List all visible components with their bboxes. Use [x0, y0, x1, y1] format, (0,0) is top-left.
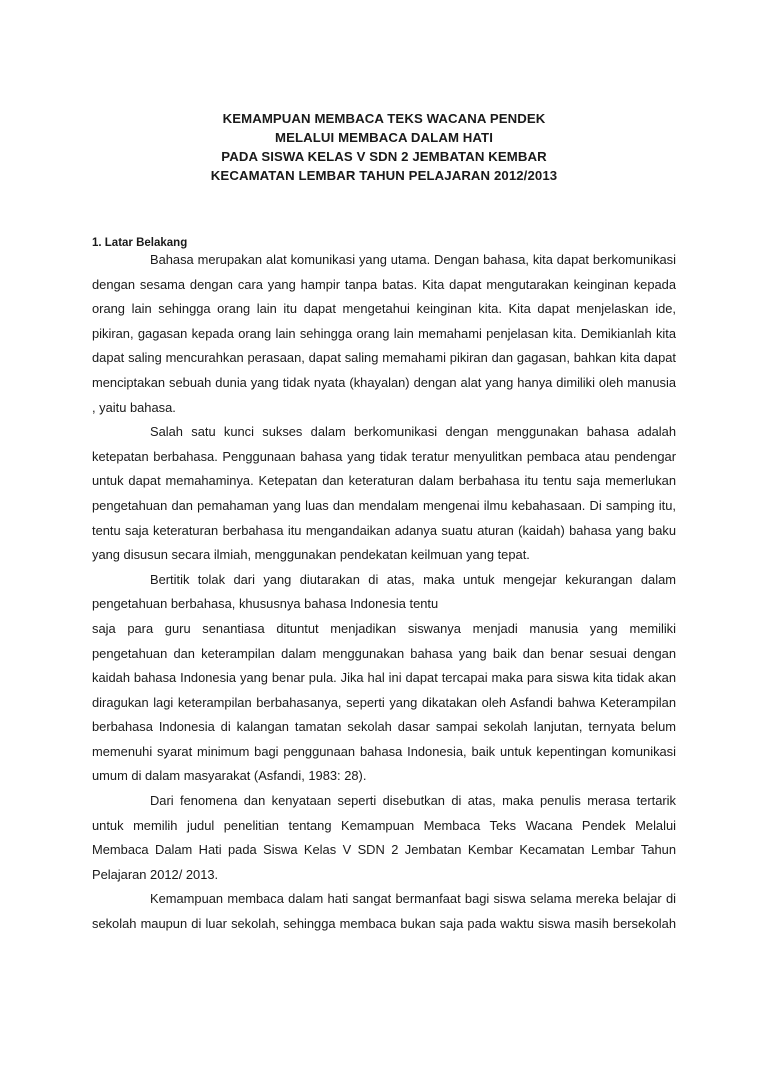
title-line: PADA SISWA KELAS V SDN 2 JEMBATAN KEMBAR	[221, 149, 547, 164]
paragraph-line: sekolah maupun di luar sekolah, sehingga membaca bukan saja pada waktu siswa masih bersekolah	[92, 916, 676, 932]
paragraph-line: pikiran, gagasan kepada orang lain sehingga orang lain memahami penjelasan kita. Demikianlah kita	[92, 325, 676, 341]
paragraph-line: saja para guru senantiasa dituntut menjadikan siswanya menjadi manusia yang memiliki	[92, 620, 676, 636]
paragraph-line: Dari fenomena dan kenyataan seperti disebutkan di atas, maka penulis merasa tertarik	[150, 793, 676, 809]
body-text	[92, 248, 676, 937]
paragraph-line: , yaitu bahasa.	[92, 399, 176, 415]
paragraph-line: dengan sesama dengan cara yang hampir tanpa batas. Kita dapat mengutarakan keinginan kepada	[92, 276, 676, 292]
paragraph-line: untuk memilih judul penelitian tentang Kemampuan Membaca Teks Wacana Pendek Melalui	[92, 817, 676, 833]
title-line: KEMAMPUAN MEMBACA TEKS WACANA PENDEK	[222, 111, 546, 126]
paragraph-line: menciptakan sebuah dunia yang tidak nyata (khayalan) dengan alat yang hanya dimiliki oleh manusia	[92, 374, 676, 390]
section-heading: 1. Latar Belakang	[92, 237, 188, 249]
paragraph-line: Pelajaran 2012/ 2013.	[92, 866, 219, 882]
paragraph-line: memenuhi syarat minimum bagi penggunaan bahasa Indonesia, baik untuk kepentingan komunikasi	[92, 743, 676, 759]
paragraph-line: pengetahuan dan keterampilan dalam menggunakan bahasa yang baik dan benar sesuai dengan	[92, 645, 676, 661]
paragraph-line: Membaca Dalam Hati pada Siswa Kelas V SDN 2 Jembatan Kembar Kecamatan Lembar Tahun	[92, 842, 676, 858]
paragraph-line: Kemampuan membaca dalam hati sangat bermanfaat bagi siswa selama mereka belajar di	[150, 891, 676, 907]
paragraph-line: orang lain sehingga orang lain itu dapat mengetahui keinginan kita. Kita dapat menjelaskan ide,	[92, 301, 676, 317]
paragraph-line: untuk dapat memahaminya. Ketepatan dan keteraturan dalam berbahasa itu tentu saja memerlukan	[92, 473, 676, 489]
paragraph-line: kaidah bahasa Indonesia yang benar pula. Jika hal ini dapat tercapai maka para siswa kita tidak akan	[92, 670, 676, 686]
paragraph-line: Bahasa merupakan alat komunikasi yang utama. Dengan bahasa, kita dapat berkomunikasi	[150, 252, 676, 267]
paragraph-line: ketepatan berbahasa. Penggunaan bahasa yang tidak teratur menyulitkan pembaca atau pendengar	[92, 448, 676, 464]
title-line: KECAMATAN LEMBAR TAHUN PELAJARAN 2012/2013	[210, 168, 558, 183]
paragraph-line: pengetahuan dan pemahaman yang luas dan mendalam mengenai ilmu kebahasaan. Di samping itu,	[92, 497, 676, 513]
paragraph-line: dapat saling mencurahkan perasaan, dapat saling memahami pikiran dan gagasan, bahkan kita dapat	[92, 350, 676, 366]
title-line: MELALUI MEMBACA DALAM HATI	[275, 130, 493, 145]
document-title	[92, 109, 676, 185]
paragraph-line: Salah satu kunci sukses dalam berkomunikasi dengan menggunakan bahasa adalah	[150, 424, 676, 440]
paragraph-line: berbahasa Indonesia di kalangan tamatan sekolah dasar sampai sekolah lanjutan, ternyata belum	[92, 719, 676, 735]
paragraph-line: diragukan lagi keterampilan berbahasanya, seperti yang dikatakan oleh Asfandi bahwa Keterampilan	[92, 694, 676, 710]
paragraph-line: yang disusun secara ilmiah, menggunakan pendekatan keilmuan yang tepat.	[92, 547, 530, 563]
paragraph-line: tentu saja keteraturan berbahasa itu mengandaikan adanya suatu aturan (kaidah) bahasa yang baku	[92, 522, 676, 538]
paragraph-line: umum di dalam masyarakat (Asfandi, 1983: 28).	[92, 768, 367, 784]
paragraph-line: Bertitik tolak dari yang diutarakan di atas, maka untuk mengejar kekurangan dalam	[150, 571, 676, 587]
paragraph-line: pengetahuan berbahasa, khususnya bahasa Indonesia tentu	[92, 596, 439, 612]
